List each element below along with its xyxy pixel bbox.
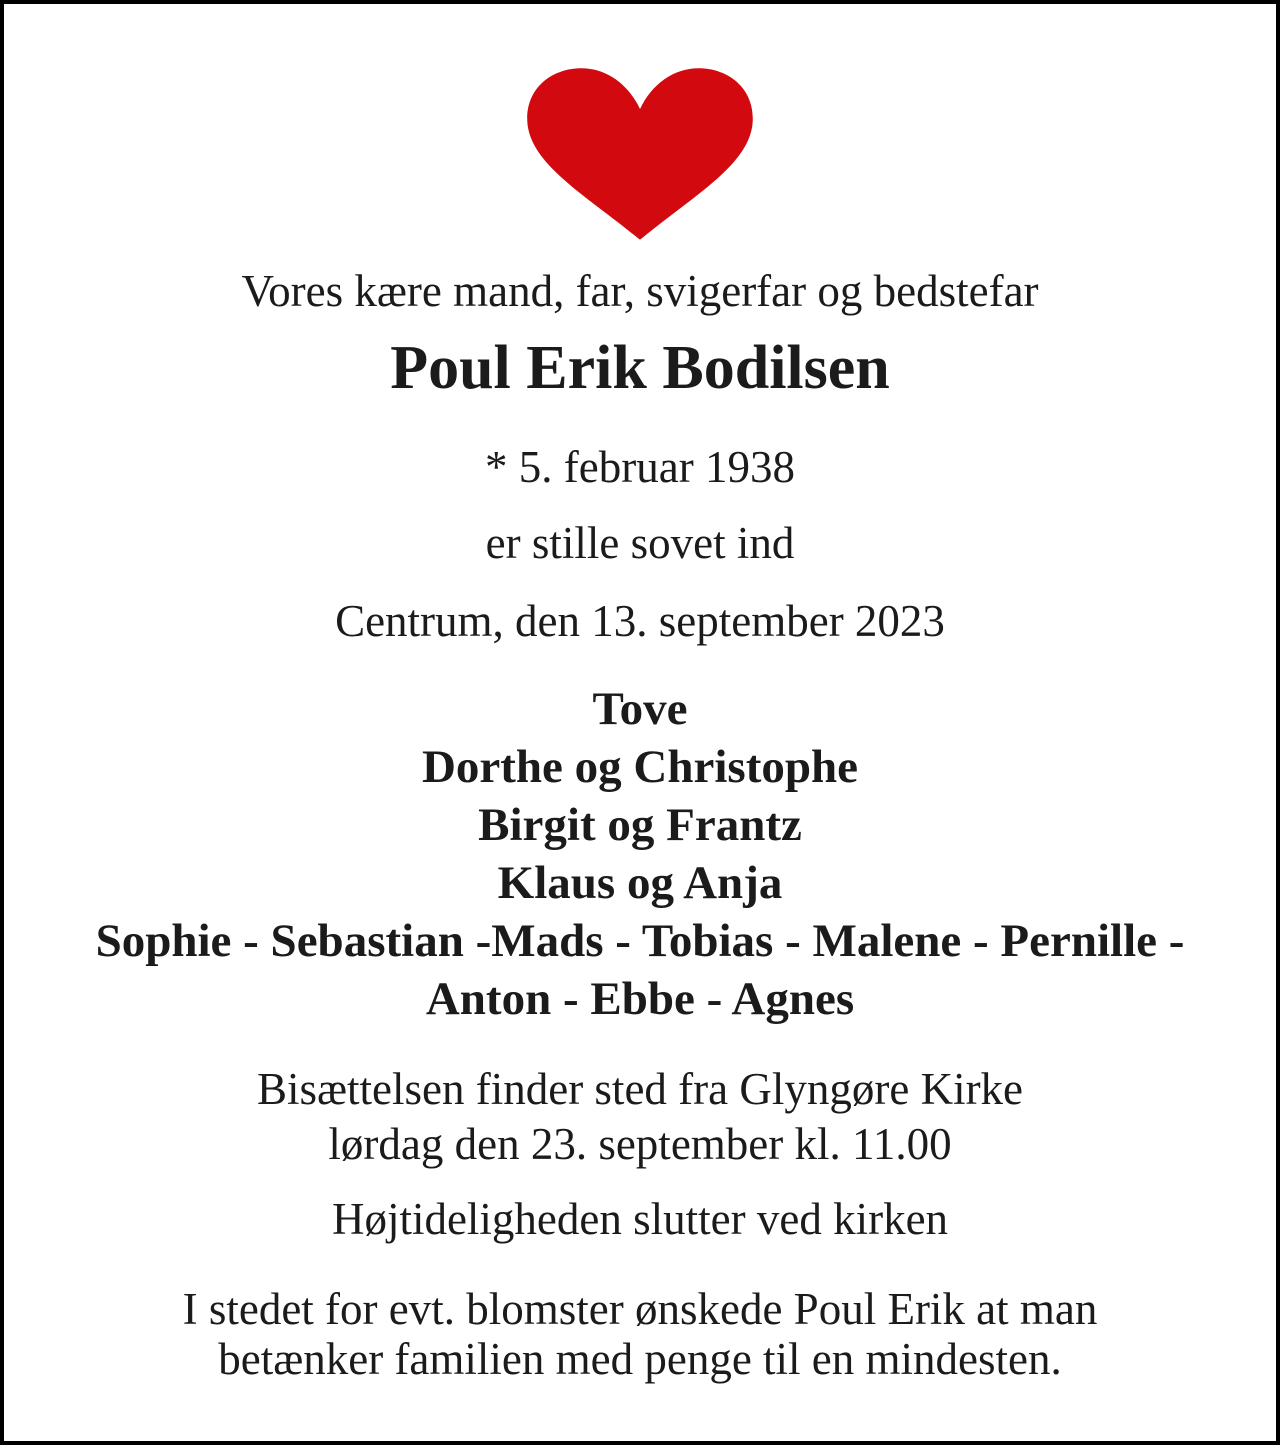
donation-paragraph: I stedet for evt. blomster ønskede Poul Erik at man betænker familien med penge til en mindesten. — [182, 1284, 1098, 1384]
passing-line: er stille sovet ind — [485, 518, 795, 568]
family-names-block — [10, 680, 1270, 1028]
deceased-name: Poul Erik Bodilsen — [390, 334, 890, 402]
ceremony-block — [257, 1062, 1023, 1172]
heart-icon — [520, 62, 760, 240]
family-name-line: Dorthe og Christophe — [421, 741, 859, 793]
family-name-line: Klaus og Anja — [497, 857, 783, 909]
ceremony-line: lørdag den 23. september kl. 11.00 — [328, 1119, 952, 1169]
family-name-line: Tove — [592, 683, 688, 735]
family-name-line: Birgit og Frantz — [478, 799, 802, 851]
intro-line: Vores kære mand, far, svigerfar og bedstefar — [241, 266, 1039, 316]
family-name-line: Anton - Ebbe - Agnes — [425, 973, 855, 1025]
place-date-line: Centrum, den 13. september 2023 — [335, 596, 945, 646]
birth-date-line: * 5. februar 1938 — [485, 442, 795, 492]
family-name-line: Sophie - Sebastian -Mads - Tobias - Malene - Pernille - — [95, 915, 1185, 967]
ceremony-note: Højtideligheden slutter ved kirken — [331, 1194, 949, 1244]
ceremony-line: Bisættelsen finder sted fra Glyngøre Kirke — [256, 1064, 1024, 1114]
